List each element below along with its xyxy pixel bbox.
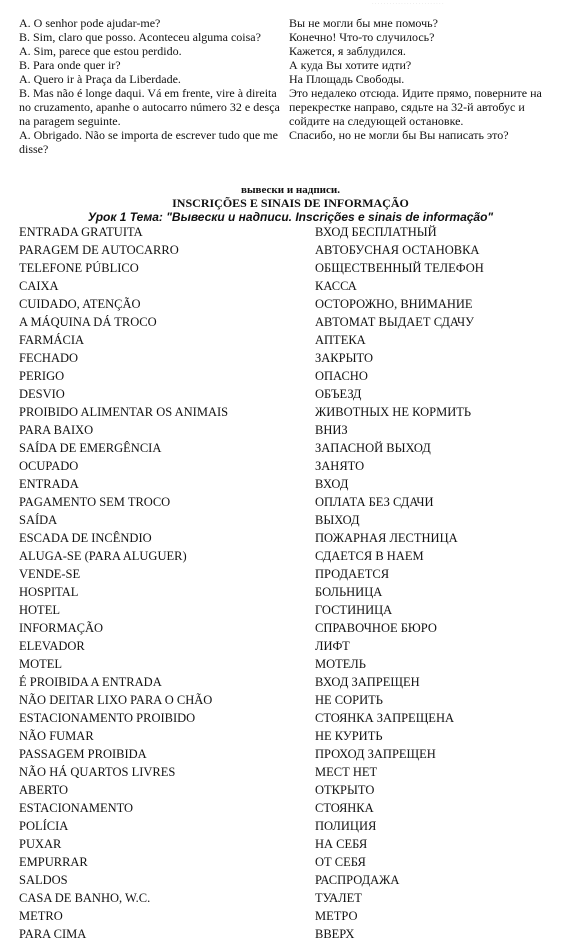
sign-row xyxy=(19,871,569,889)
sign-portuguese: HOSPITAL xyxy=(19,585,79,599)
sign-row xyxy=(19,907,569,925)
sign-row xyxy=(19,493,569,511)
sign-portuguese: NÃO DEITAR LIXO PARA O CHÃO xyxy=(19,693,213,707)
sign-row xyxy=(19,367,569,385)
sign-portuguese: EMPURRAR xyxy=(19,855,88,869)
sign-row xyxy=(19,277,569,295)
signs-vocabulary-list xyxy=(19,223,569,943)
sign-russian: ОПАСНО xyxy=(315,369,368,383)
sign-portuguese: ESTACIONAMENTO xyxy=(19,801,134,815)
dialog-line-russian: Спасибо, но не могли бы Вы написать это? xyxy=(289,128,509,142)
sign-portuguese: CAIXA xyxy=(19,279,59,293)
section-heading-russian: вывески и надписи. xyxy=(241,184,340,196)
sign-portuguese: METRO xyxy=(19,909,63,923)
sign-russian: ОСТОРОЖНО, ВНИМАНИЕ xyxy=(315,297,473,311)
sign-row xyxy=(19,727,569,745)
sign-russian: ЛИФТ xyxy=(315,639,350,653)
sign-portuguese: ABERTO xyxy=(19,783,69,797)
sign-portuguese: ELEVADOR xyxy=(19,639,85,653)
sign-row xyxy=(19,709,569,727)
sign-russian: НЕ КУРИТЬ xyxy=(315,729,383,743)
dialog-section xyxy=(19,16,569,156)
sign-russian: СПРАВОЧНОЕ БЮРО xyxy=(315,621,437,635)
sign-russian: ОБЪЕЗД xyxy=(315,387,362,401)
sign-portuguese: A MÁQUINA DÁ TROCO xyxy=(19,315,157,329)
sign-russian: НА СЕБЯ xyxy=(315,837,368,851)
sign-russian: ЗАПАСНОЙ ВЫХОД xyxy=(315,441,431,455)
dialog-line-russian: Конечно! Что-то случилось? xyxy=(289,30,435,44)
sign-portuguese: DESVIO xyxy=(19,387,65,401)
sign-row xyxy=(19,637,569,655)
dialog-row xyxy=(19,128,569,156)
sign-portuguese: OCUPADO xyxy=(19,459,79,473)
sign-portuguese: NÃO HÁ QUARTOS LIVRES xyxy=(19,765,176,779)
sign-portuguese: POLÍCIA xyxy=(19,819,69,833)
sign-portuguese: PARAGEM DE AUTOCARRO xyxy=(19,243,179,257)
dialog-line-portuguese: B. Sim, claro que posso. Aconteceu alguma coisa? xyxy=(19,30,261,44)
sign-russian: ПРОДАЕТСЯ xyxy=(315,567,390,581)
sign-row xyxy=(19,439,569,457)
dialog-line-portuguese: A. Quero ir à Praça da Liberdade. xyxy=(19,72,181,86)
sign-russian: ЖИВОТНЫХ НЕ КОРМИТЬ xyxy=(315,405,472,419)
sign-russian: АВТОБУСНАЯ ОСТАНОВКА xyxy=(315,243,480,257)
dialog-line-portuguese: A. Obrigado. Não se importa de escrever tudo que me disse? xyxy=(19,128,278,156)
sign-russian: ЗАНЯТО xyxy=(315,459,365,473)
sign-row xyxy=(19,313,569,331)
sign-russian: НЕ СОРИТЬ xyxy=(315,693,383,707)
sign-russian: СТОЯНКА xyxy=(315,801,374,815)
dialog-line-russian: На Площадь Свободы. xyxy=(289,72,405,86)
sign-russian: ОБЩЕСТВЕННЫЙ ТЕЛЕФОН xyxy=(315,261,484,275)
sign-portuguese: É PROIBIDA A ENTRADA xyxy=(19,675,162,689)
sign-row xyxy=(19,763,569,781)
dialog-line-russian: Вы не могли бы мне помочь? xyxy=(289,16,438,30)
sign-portuguese: ENTRADA GRATUITA xyxy=(19,225,143,239)
sign-portuguese: ALUGA-SE (PARA ALUGUER) xyxy=(19,549,187,563)
sign-portuguese: PASSAGEM PROIBIDA xyxy=(19,747,147,761)
sign-row xyxy=(19,925,569,943)
sign-row xyxy=(19,385,569,403)
sign-portuguese: SAÍDA DE EMERGÊNCIA xyxy=(19,441,162,455)
sign-russian: ПОЛИЦИЯ xyxy=(315,819,377,833)
sign-russian: ОПЛАТА БЕЗ СДАЧИ xyxy=(315,495,434,509)
section-heading-portuguese: INSCRIÇÕES E SINAIS DE INFORMAÇÃO xyxy=(172,196,409,210)
sign-russian: ВВЕРХ xyxy=(315,927,355,941)
sign-portuguese: HOTEL xyxy=(19,603,60,617)
sign-row xyxy=(19,547,569,565)
sign-russian: ОТ СЕБЯ xyxy=(315,855,366,869)
dialog-line-portuguese: B. Para onde quer ir? xyxy=(19,58,121,72)
sign-portuguese: VENDE-SE xyxy=(19,567,81,581)
sign-russian: МОТЕЛЬ xyxy=(315,657,366,671)
sign-portuguese: PARA BAIXO xyxy=(19,423,94,437)
sign-russian: ПРОХОД ЗАПРЕЩЕН xyxy=(315,747,436,761)
sign-russian: ВЫХОД xyxy=(315,513,360,527)
sign-russian: РАСПРОДАЖА xyxy=(315,873,400,887)
dialog-row xyxy=(19,58,569,72)
dialog-line-portuguese: A. Sim, parece que estou perdido. xyxy=(19,44,182,58)
sign-portuguese: CASA DE BANHO, W.C. xyxy=(19,891,151,905)
sign-portuguese: CUIDADO, ATENÇÃO xyxy=(19,297,141,311)
sign-row xyxy=(19,799,569,817)
dialog-line-portuguese: B. Mas não é longe daqui. Vá em frente, vire à direita no cruzamento, apanhe o autocarro número 32 e desça na paragem seguinte. xyxy=(19,86,280,128)
sign-portuguese: SAÍDA xyxy=(19,513,58,527)
sign-row xyxy=(19,817,569,835)
sign-row xyxy=(19,673,569,691)
sign-russian: МЕСТ НЕТ xyxy=(315,765,378,779)
sign-row xyxy=(19,475,569,493)
sign-row xyxy=(19,655,569,673)
sign-portuguese: FECHADO xyxy=(19,351,79,365)
sign-portuguese: TELEFONE PÚBLICO xyxy=(19,261,139,275)
sign-row xyxy=(19,691,569,709)
sign-russian: ОТКРЫТО xyxy=(315,783,375,797)
sign-row xyxy=(19,601,569,619)
faint-header-text: · · · · · · · · · · · · · · · · · · · · · · · · · xyxy=(372,2,444,7)
sign-row xyxy=(19,781,569,799)
sign-row xyxy=(19,331,569,349)
sign-portuguese: SALDOS xyxy=(19,873,68,887)
sign-row xyxy=(19,565,569,583)
sign-russian: АВТОМАТ ВЫДАЕТ СДАЧУ xyxy=(315,315,475,329)
sign-row xyxy=(19,853,569,871)
sign-russian: КАССА xyxy=(315,279,357,293)
dialog-line-russian: А куда Вы хотите идти? xyxy=(289,58,412,72)
sign-portuguese: INFORMAÇÃO xyxy=(19,621,104,635)
sign-russian: ЗАКРЫТО xyxy=(315,351,373,365)
sign-row xyxy=(19,457,569,475)
sign-russian: ВХОД xyxy=(315,477,349,491)
sign-portuguese: PROIBIDO ALIMENTAR OS ANIMAIS xyxy=(19,405,229,419)
dialog-line-russian: Это недалеко отсюда. Идите прямо, поверните на перекрестке направо, сядьте на 32-й автобус и сойдите на следующей остановке. xyxy=(289,86,542,128)
sign-row xyxy=(19,349,569,367)
sign-portuguese: PERIGO xyxy=(19,369,65,383)
dialog-row xyxy=(19,30,569,44)
sign-row xyxy=(19,241,569,259)
sign-row xyxy=(19,745,569,763)
sign-portuguese: ESCADA DE INCÊNDIO xyxy=(19,531,152,545)
sign-russian: АПТЕКА xyxy=(315,333,366,347)
dialog-row xyxy=(19,86,569,128)
sign-portuguese: ESTACIONAMENTO PROIBIDO xyxy=(19,711,196,725)
sign-portuguese: PARA CIMA xyxy=(19,927,87,941)
sign-row xyxy=(19,295,569,313)
sign-russian: ВХОД БЕСПЛАТНЫЙ xyxy=(315,225,437,239)
sign-russian: БОЛЬНИЦА xyxy=(315,585,383,599)
dialog-row xyxy=(19,72,569,86)
dialog-line-portuguese: A. O senhor pode ajudar-me? xyxy=(19,16,161,30)
sign-russian: СТОЯНКА ЗАПРЕЩЕНА xyxy=(315,711,454,725)
sign-portuguese: ENTRADA xyxy=(19,477,79,491)
sign-row xyxy=(19,223,569,241)
sign-russian: ГОСТИНИЦА xyxy=(315,603,393,617)
sign-portuguese: PAGAMENTO SEM TROCO xyxy=(19,495,171,509)
sign-portuguese: NÃO FUMAR xyxy=(19,729,94,743)
dialog-line-russian: Кажется, я заблудился. xyxy=(289,44,406,58)
sign-row xyxy=(19,421,569,439)
lesson-title: Урок 1 Тема: "Вывески и надписи. Inscrições e sinais de informação" xyxy=(87,210,494,224)
dialog-row xyxy=(19,16,569,30)
sign-portuguese: PUXAR xyxy=(19,837,62,851)
sign-row xyxy=(19,889,569,907)
sign-row xyxy=(19,619,569,637)
sign-portuguese: MOTEL xyxy=(19,657,63,671)
sign-russian: ВХОД ЗАПРЕЩЕН xyxy=(315,675,420,689)
sign-russian: ПОЖАРНАЯ ЛЕСТНИЦА xyxy=(315,531,458,545)
sign-row xyxy=(19,511,569,529)
sign-russian: МЕТРО xyxy=(315,909,358,923)
sign-russian: ТУАЛЕТ xyxy=(315,891,362,905)
sign-russian: СДАЕТСЯ В НАЕМ xyxy=(315,549,424,563)
dialog-row xyxy=(19,44,569,58)
sign-row xyxy=(19,529,569,547)
sign-row xyxy=(19,403,569,421)
sign-russian: ВНИЗ xyxy=(315,423,348,437)
sign-row xyxy=(19,259,569,277)
sign-portuguese: FARMÁCIA xyxy=(19,333,85,347)
sign-row xyxy=(19,835,569,853)
sign-row xyxy=(19,583,569,601)
